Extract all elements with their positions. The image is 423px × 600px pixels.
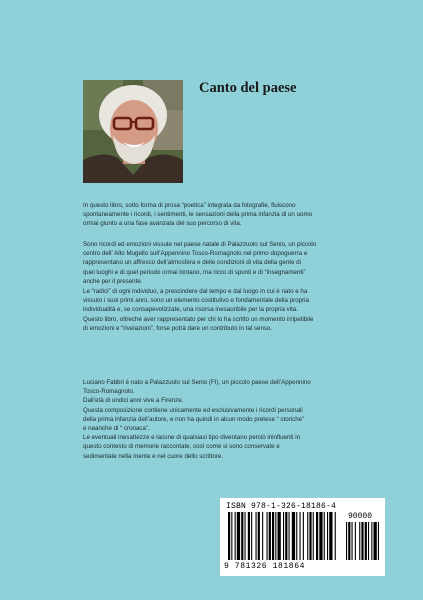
- author-portrait-icon: [83, 80, 183, 183]
- barcode-bar: [231, 512, 232, 560]
- barcode-bar: [235, 512, 236, 560]
- text-line: Questa composizione contiene unicamente ed esclusivamente i ricordi personali: [83, 406, 303, 414]
- barcode-digits: 9 781326 181864: [224, 562, 306, 571]
- barcode-bar: [283, 512, 284, 560]
- addon-bar: [355, 522, 356, 560]
- text-line: di emozioni e “rivelazioni”, forse potrà dare un contributo in tal senso.: [83, 324, 273, 332]
- barcode-bar: [258, 512, 260, 560]
- text-line: della prima infanzia dell’autore, e non ha quindi in alcun modo pretese “ storiche”: [83, 415, 305, 423]
- description-paragraph-1: [83, 201, 345, 229]
- text-line: Questo libro, oltreché aver rappresentato per chi lo ha scritto un momento irripetibile: [83, 315, 314, 323]
- barcode-bar: [256, 512, 257, 560]
- barcode-bar: [296, 512, 297, 560]
- barcode-bar: [324, 512, 325, 560]
- text-line: sedimentate nella mente e nel cuore dello scrittore.: [83, 452, 223, 460]
- text-line: Le “radici” di ogni individuo, a prescindere dal tempo e dal luogo in cui è nato e ha: [83, 288, 308, 295]
- barcode-bar: [319, 512, 322, 560]
- text-line: rappresentano un affresco dell’atmosfera e delle condizioni di vita della gente di: [83, 259, 301, 267]
- text-line: e neanche di “ cronaca”.: [83, 425, 150, 433]
- addon-bar: [359, 522, 360, 560]
- barcode-bar: [316, 512, 318, 560]
- text-line: questo contesto di memorie raccontate, così come si sono conservate e: [83, 443, 280, 451]
- barcode-bar: [237, 512, 240, 560]
- barcode-bar: [278, 512, 281, 560]
- text-line: centro dell’ Alto Mugello sull’Appennino Tosco-Romagnolo nel primo dopoguerra e: [83, 250, 308, 258]
- text-line: ormai giunto a una fase avanzata del suo percorso di vita.: [83, 220, 242, 228]
- barcode-bar: [269, 512, 271, 560]
- price-addon-code: 90000: [348, 512, 373, 521]
- addon-bar: [361, 522, 363, 560]
- text-line: Tosco-Romagnolo.: [83, 388, 135, 396]
- author-bio: [83, 378, 345, 461]
- barcode-bar: [335, 512, 336, 560]
- barcode-bar: [313, 512, 314, 560]
- description-paragraph-2: [83, 240, 345, 286]
- addon-bar: [378, 522, 379, 560]
- text-line: individualità e, se consapevolizzate, una risorsa inesauribile per la propria vita.: [83, 306, 298, 314]
- barcode-bar: [329, 512, 332, 560]
- addon-bar: [346, 522, 347, 560]
- barcode-bar: [307, 512, 308, 560]
- barcode-bar: [285, 512, 287, 560]
- text-line: quei luoghi e di quel periodo ormai lontano, ma ricco di spunti e di “insegnamenti”: [83, 268, 306, 276]
- addon-bar: [352, 522, 353, 560]
- author-photo: [83, 80, 183, 183]
- barcode-bar: [327, 512, 328, 560]
- text-line: Le eventuali inesattezze e lacune di qualsiasi tipo diventano perciò ininfluenti in: [83, 434, 301, 442]
- barcode-bar: [275, 512, 276, 560]
- description-paragraph-3: [83, 287, 345, 333]
- addon-bar: [368, 522, 369, 560]
- addon-bar: [365, 522, 367, 560]
- text-line: Dall’età di undici anni vive a Firenze.: [83, 397, 184, 405]
- barcode-bar: [262, 512, 263, 560]
- text-line: Luciano Fabbri è nato a Palazzuolo sul Senio (FI), un piccolo paese dell’Appennino: [83, 379, 311, 386]
- barcode-bar: [289, 512, 290, 560]
- barcode-bar: [245, 512, 246, 560]
- text-line: spontaneamente i ricordi, i sentimenti, le sensazioni della prima infanzia di un uomo: [83, 211, 313, 219]
- book-title: Canto del paese: [199, 80, 297, 96]
- addon-bar: [348, 522, 350, 560]
- addon-bar: [374, 522, 377, 560]
- barcode-bar: [251, 512, 252, 560]
- barcode-bar: [248, 512, 250, 560]
- isbn-barcode: [220, 498, 385, 576]
- isbn-label: ISBN 978-1-326-18186-4: [226, 502, 337, 511]
- barcode-bar: [272, 512, 274, 560]
- text-line: anche per il presente.: [83, 277, 143, 285]
- text-line: In questo libro, sotto forma di prosa “poetica” integrata da fotografie, fluiscono: [83, 202, 296, 209]
- barcode-bar: [228, 512, 230, 560]
- barcode-bar: [309, 512, 311, 560]
- barcode-bar: [303, 512, 304, 560]
- barcode-bar: [292, 512, 295, 560]
- barcode-bar: [300, 512, 301, 560]
- barcode-bar: [241, 512, 243, 560]
- text-line: Sono ricordi ed emozioni vissute nel paese natale di Palazzuolo sul Senio, un piccolo: [83, 241, 317, 248]
- addon-bar: [371, 522, 372, 560]
- barcode-bar: [267, 512, 268, 560]
- text-line: vissuto i suoi primi anni, sono un elemento costitutivo e fondamentale della propria: [83, 297, 309, 305]
